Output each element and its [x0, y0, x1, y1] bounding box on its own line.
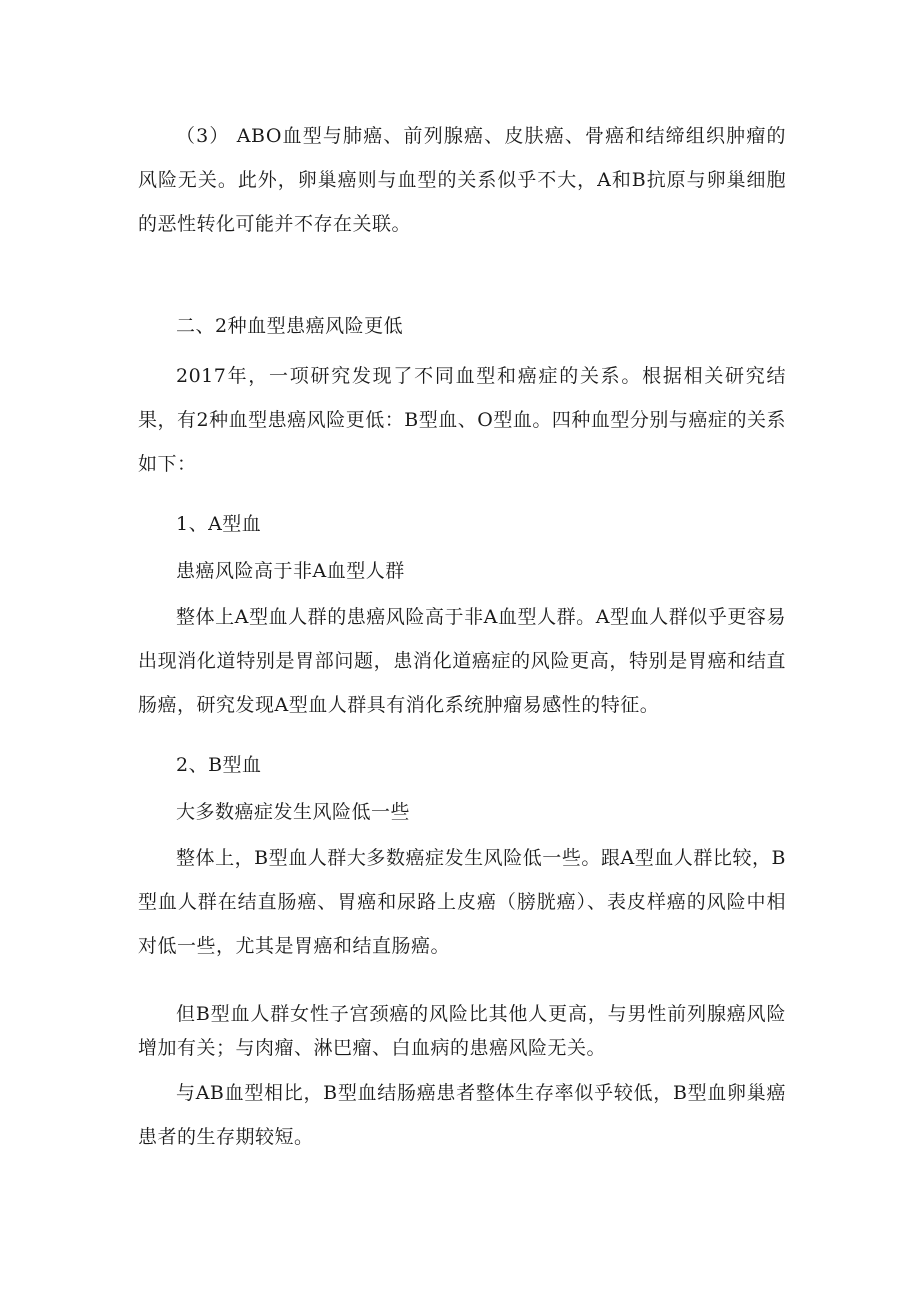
paragraph-type-b-body-2: 但B型血人群女性子宫颈癌的风险比其他人更高，与男性前列腺癌风险增加有关；与肉瘤、淋巴瘤、白血病的患癌风险无关。 [138, 1003, 786, 1059]
subsection-title-type-b: 2、B型血 [176, 754, 262, 776]
paragraph-type-b-body-1: 整体上，B型血人群大多数癌症发生风险低一些。跟A型血人群比较，B型血人群在结直肠癌、胃癌和尿路上皮癌（膀胱癌）、表皮样癌的风险中相对低一些，尤其是胃癌和结直肠癌。 [138, 847, 786, 957]
subsection-subtitle-type-b: 大多数癌症发生风险低一些 [176, 801, 411, 823]
paragraph-abo-unrelated-cancers: （3） ABO血型与肺癌、前列腺癌、皮肤癌、骨癌和结缔组织肿瘤的风险无关。此外，卵巢癌则与血型的关系似乎不大，A和B抗原与卵巢细胞的恶性转化可能并不存在关联。 [138, 125, 786, 235]
subsection-subtitle-type-a: 患癌风险高于非A血型人群 [176, 560, 405, 582]
subsection-title-type-a: 1、A型血 [176, 513, 262, 535]
paragraph-type-b-body-3: 与AB血型相比，B型血结肠癌患者整体生存率似乎较低，B型血卵巢癌患者的生存期较短。 [138, 1082, 786, 1148]
paragraph-2017-study: 2017年，一项研究发现了不同血型和癌症的关系。根据相关研究结果，有2种血型患癌风险更低：B型血、O型血。四种血型分别与癌症的关系如下： [138, 365, 786, 475]
section-heading: 二、2种血型患癌风险更低 [176, 315, 404, 337]
paragraph-type-a-body: 整体上A型血人群的患癌风险高于非A血型人群。A型血人群似乎更容易出现消化道特别是胃部问题，患消化道癌症的风险更高，特别是胃癌和结直肠癌，研究发现A型血人群具有消化系统肿瘤易感性的特征。 [138, 606, 786, 716]
